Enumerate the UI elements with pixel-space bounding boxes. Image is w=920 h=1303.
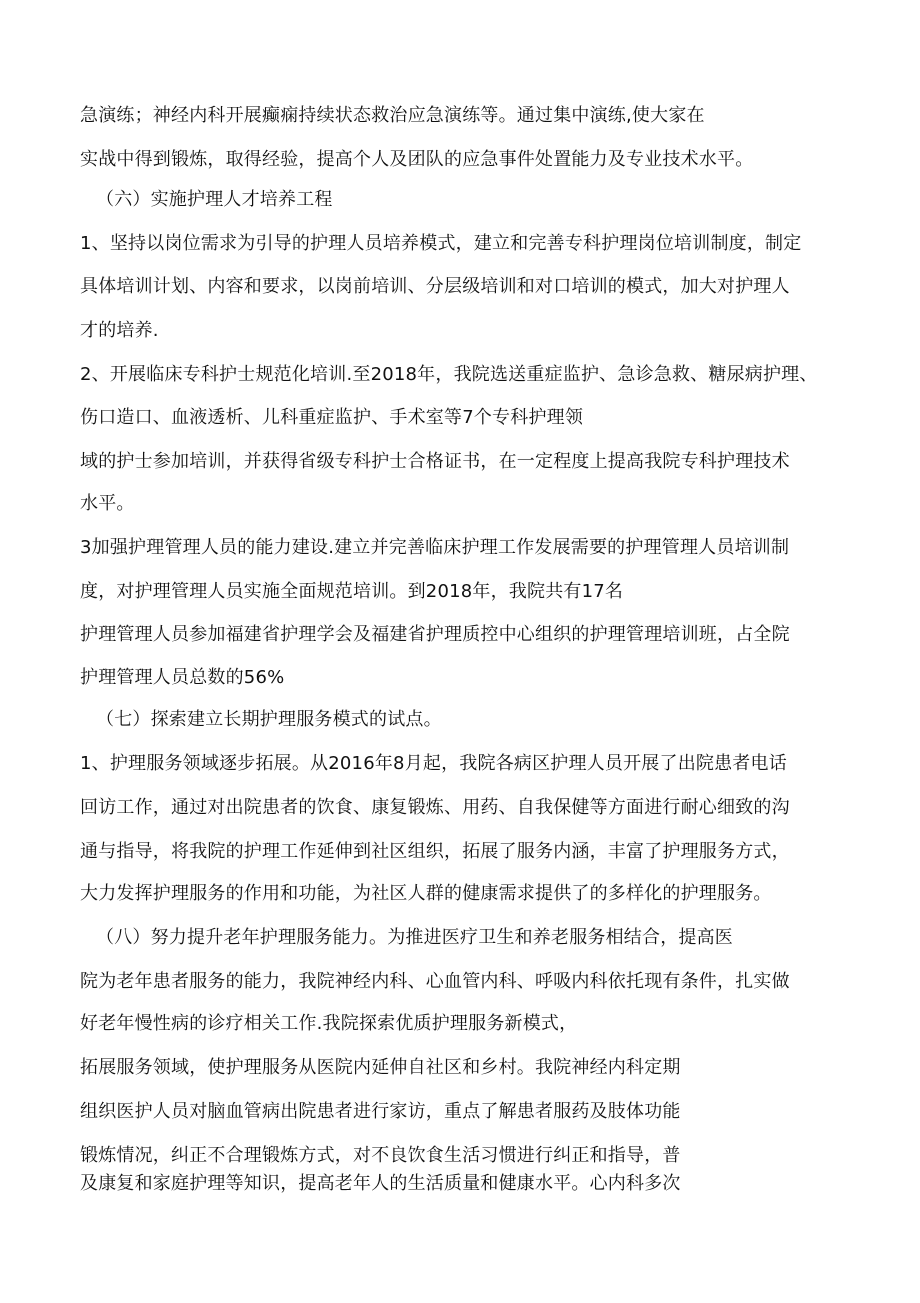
text-line: 拓展服务领域，使护理服务从医院内延伸自社区和乡村。我院神经内科定期 bbox=[80, 1057, 681, 1078]
text-line: 具体培训计划、内容和要求，以岗前培训、分层级培训和对口培训的模式，加大对护理人 bbox=[80, 276, 790, 297]
text-line: 及康复和家庭护理等知识，提高老年人的生活质量和健康水平。心内科多次 bbox=[80, 1173, 681, 1194]
text-line: 回访工作，通过对出院患者的饮食、康复锻炼、用药、自我保健等方面进行耐心细致的沟 bbox=[80, 797, 790, 818]
section-heading-six: （六）实施护理人才培养工程 bbox=[96, 189, 333, 210]
text-line: 护理管理人员总数的56% bbox=[80, 667, 285, 688]
text-line: 3加强护理管理人员的能力建设.建立并完善临床护理工作发展需要的护理管理人员培训制 bbox=[80, 537, 790, 558]
text-line: 大力发挥护理服务的作用和功能，为社区人群的健康需求提供了的多样化的护理服务。 bbox=[80, 883, 772, 904]
text-line: 伤口造口、血液透析、儿科重症监护、手术室等7个专科护理领 bbox=[80, 407, 584, 428]
text-line: 好老年慢性病的诊疗相关工作.我院探索优质护理服务新模式， bbox=[80, 1013, 578, 1034]
text-line: 院为老年患者服务的能力，我院神经内科、心血管内科、呼吸内科依托现有条件，扎实做 bbox=[80, 971, 790, 992]
text-line: 1、坚持以岗位需求为引导的护理人员培养模式，建立和完善专科护理岗位培训制度，制定 bbox=[80, 233, 802, 254]
text-line: 护理管理人员参加福建省护理学会及福建省护理质控中心组织的护理管理培训班，占全院 bbox=[80, 624, 790, 645]
text-line: 2、开展临床专科护士规范化培训.至2018年，我院选送重症监护、急诊急救、糖尿病护理、 bbox=[80, 364, 818, 385]
text-line: 度，对护理管理人员实施全面规范培训。到2018年，我院共有17名 bbox=[80, 581, 624, 602]
text-line: 才的培养. bbox=[80, 320, 159, 341]
text-line: 通与指导，将我院的护理工作延伸到社区组织，拓展了服务内涵，丰富了护理服务方式， bbox=[80, 841, 790, 862]
text-line: 锻炼情况，纠正不合理锻炼方式，对不良饮食生活习惯进行纠正和指导，普 bbox=[80, 1145, 681, 1166]
text-line: 水平。 bbox=[80, 493, 135, 514]
text-line: 实战中得到锻炼，取得经验，提高个人及团队的应急事件处置能力及专业技术水平。 bbox=[80, 149, 754, 170]
text-line: 组织医护人员对脑血管病出院患者进行家访，重点了解患者服药及肢体功能 bbox=[80, 1101, 681, 1122]
text-line: 急演练；神经内科开展癫痫持续状态救治应急演练等。通过集中演练,使大家在 bbox=[80, 105, 705, 126]
text-line: 1、护理服务领域逐步拓展。从2016年8月起，我院各病区护理人员开展了出院患者电话 bbox=[80, 753, 787, 774]
section-heading-seven: （七）探索建立长期护理服务模式的试点。 bbox=[96, 709, 442, 730]
section-heading-eight: （八）努力提升老年护理服务能力。为推进医疗卫生和养老服务相结合，提高医 bbox=[96, 927, 733, 948]
text-line: 域的护士参加培训，并获得省级专科护士合格证书，在一定程度上提高我院专科护理技术 bbox=[80, 451, 790, 472]
